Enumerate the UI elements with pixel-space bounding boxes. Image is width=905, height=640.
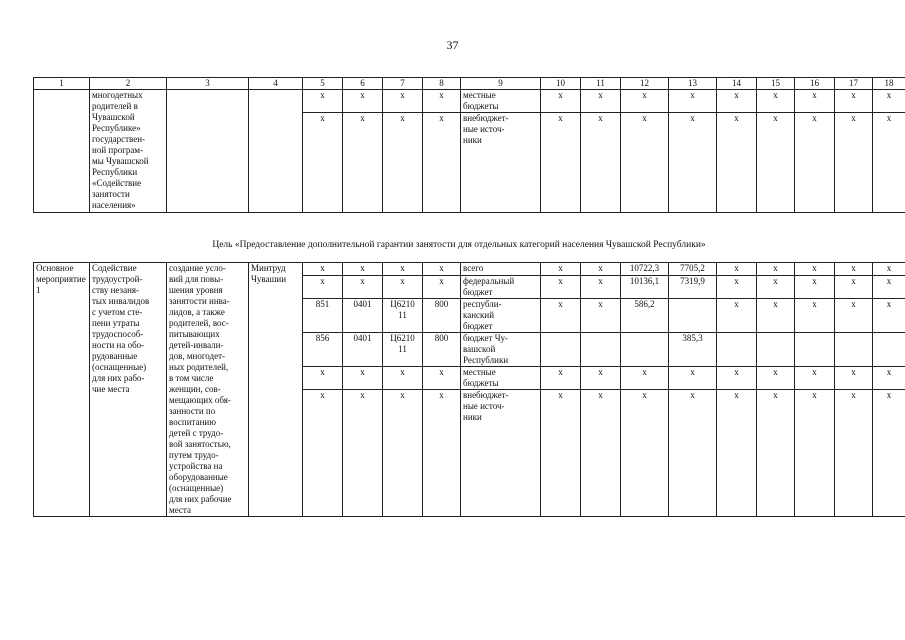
cell-col4 <box>249 90 303 213</box>
cell-value: х <box>717 276 757 299</box>
cell-value: х <box>835 367 873 390</box>
header-cell-5: 5 <box>303 78 343 90</box>
cell-value: х <box>303 390 343 517</box>
header-cell-18: 18 <box>873 78 905 90</box>
cell-value: 7705,2 <box>669 263 717 276</box>
cell-value: х <box>541 113 581 213</box>
cell-value: х <box>835 263 873 276</box>
cell-value: х <box>717 367 757 390</box>
cell-value <box>835 333 873 367</box>
cell-value: х <box>581 90 621 113</box>
cell-value: х <box>581 276 621 299</box>
cell-value: х <box>795 263 835 276</box>
cell-value: х <box>303 276 343 299</box>
cell-value: х <box>795 367 835 390</box>
cell-value: х <box>717 90 757 113</box>
cell-value: х <box>795 90 835 113</box>
cell-value: х <box>757 367 795 390</box>
cell-value <box>581 333 621 367</box>
cell-value: х <box>383 90 423 113</box>
header-cell-7: 7 <box>383 78 423 90</box>
cell-source: республи- канский бюджет <box>461 299 541 333</box>
cell-value: х <box>621 390 669 517</box>
cell-value <box>541 333 581 367</box>
cell-event-name: Содействие трудоустрой- ству незаня- тых инвалидов с учетом сте- пени утраты трудоспособ- ности на обо- рудованные (оснащенные) для них рабо- чие места <box>90 263 167 517</box>
cell-value: 7319,9 <box>669 276 717 299</box>
cell-value: х <box>343 367 383 390</box>
cell-value: х <box>383 263 423 276</box>
cell-value: х <box>669 90 717 113</box>
cell-value: х <box>541 390 581 517</box>
cell-value: х <box>541 276 581 299</box>
cell-value: х <box>303 367 343 390</box>
cell-source: местные бюджеты <box>461 367 541 390</box>
header-cell-6: 6 <box>343 78 383 90</box>
cell-value: х <box>343 390 383 517</box>
cell-value <box>757 333 795 367</box>
cell-col3 <box>167 90 249 213</box>
header-cell-14: 14 <box>717 78 757 90</box>
cell-value: х <box>835 90 873 113</box>
cell-value: 586,2 <box>621 299 669 333</box>
header-cell-17: 17 <box>835 78 873 90</box>
cell-program-name: многодетных родителей в Чувашской Республике» государствен- ной програм- мы Чувашской Республики «Содействие занятости населения» <box>90 90 167 213</box>
cell-value: х <box>303 113 343 213</box>
cell-value: х <box>717 390 757 517</box>
cell-value: х <box>873 113 905 213</box>
cell-value: х <box>621 90 669 113</box>
cell-value: х <box>303 263 343 276</box>
cell-value: х <box>541 263 581 276</box>
cell-value: х <box>383 390 423 517</box>
header-cell-4: 4 <box>249 78 303 90</box>
cell-value <box>795 333 835 367</box>
page-number: 37 <box>446 38 459 52</box>
cell-value: х <box>541 299 581 333</box>
cell-value: х <box>423 276 461 299</box>
cell-source: местные бюджеты <box>461 90 541 113</box>
header-cell-15: 15 <box>757 78 795 90</box>
header-cell-8: 8 <box>423 78 461 90</box>
cell-value: 800 <box>423 333 461 367</box>
cell-value: х <box>343 90 383 113</box>
cell-value: 0401 <box>343 333 383 367</box>
cell-value: х <box>423 390 461 517</box>
cell-source: внебюджет- ные источ- ники <box>461 113 541 213</box>
cell-event-description: создание усло- вий для повы- шения уровня занятости инва- лидов, а также родителей, вос- питывающих детей-инвали- дов, многодет- ных родителей, в том числе женщин, сов- мещающих обя- занности по воспитанию детей с трудо- вой занятостью, путем трудо- устройства на оборудованные (оснащенные) для них рабочие места <box>167 263 249 517</box>
cell-source: федеральный бюджет <box>461 276 541 299</box>
cell-value: х <box>757 276 795 299</box>
cell-value <box>873 333 905 367</box>
cell-value: х <box>835 390 873 517</box>
cell-value: х <box>873 90 905 113</box>
cell-value: х <box>873 299 905 333</box>
cell-value: х <box>835 299 873 333</box>
cell-value: х <box>423 90 461 113</box>
header-cell-11: 11 <box>581 78 621 90</box>
cell-value: х <box>581 390 621 517</box>
cell-value: х <box>717 263 757 276</box>
cell-value: х <box>757 113 795 213</box>
cell-value: 0401 <box>343 299 383 333</box>
table-row <box>34 90 905 113</box>
cell-value: х <box>795 276 835 299</box>
header-cell-13: 13 <box>669 78 717 90</box>
cell-value: 800 <box>423 299 461 333</box>
cell-value: х <box>757 90 795 113</box>
cell-value: х <box>757 263 795 276</box>
cell-value: х <box>621 367 669 390</box>
header-row <box>34 78 905 90</box>
cell-value <box>621 333 669 367</box>
cell-value: х <box>835 276 873 299</box>
cell-value: х <box>717 299 757 333</box>
cell-value: х <box>383 113 423 213</box>
cell-value: х <box>873 263 905 276</box>
cell-source: внебюджет- ные источ- ники <box>461 390 541 517</box>
header-cell-3: 3 <box>167 78 249 90</box>
cell-value: х <box>581 299 621 333</box>
cell-value: х <box>581 113 621 213</box>
cell-responsible: Минтруд Чувашии <box>249 263 303 517</box>
cell-value: х <box>383 276 423 299</box>
cell-value: х <box>343 113 383 213</box>
cell-value: Ц6210 11 <box>383 333 423 367</box>
cell-event-label: Основное мероприятие 1 <box>34 263 90 517</box>
cell-value: х <box>835 113 873 213</box>
budget-table-top <box>33 77 905 213</box>
cell-value: х <box>581 263 621 276</box>
cell-source: бюджет Чу- вашской Республики <box>461 333 541 367</box>
cell-value: Ц6210 11 <box>383 299 423 333</box>
cell-value: 385,3 <box>669 333 717 367</box>
budget-table-main <box>33 262 905 517</box>
cell-value: 10136,1 <box>621 276 669 299</box>
cell-value: х <box>303 90 343 113</box>
cell-value: 856 <box>303 333 343 367</box>
header-cell-16: 16 <box>795 78 835 90</box>
cell-value: х <box>423 367 461 390</box>
cell-value: х <box>873 390 905 517</box>
header-cell-1: 1 <box>34 78 90 90</box>
goal-heading: Цель «Предоставление дополнительной гарантии занятости для отдельных категорий населения Чувашской Республики» <box>212 240 706 250</box>
cell-value: х <box>757 299 795 333</box>
cell-value: х <box>873 276 905 299</box>
cell-value: х <box>757 390 795 517</box>
cell-value: х <box>423 113 461 213</box>
cell-value: 10722,3 <box>621 263 669 276</box>
cell-value <box>717 333 757 367</box>
header-cell-9: 9 <box>461 78 541 90</box>
cell-source: всего <box>461 263 541 276</box>
table-row <box>34 263 905 276</box>
cell-value: х <box>669 367 717 390</box>
cell-value: х <box>423 263 461 276</box>
header-cell-12: 12 <box>621 78 669 90</box>
cell-value: х <box>541 90 581 113</box>
cell-value: х <box>581 367 621 390</box>
cell-value: х <box>717 113 757 213</box>
cell-value: х <box>795 390 835 517</box>
cell-value: х <box>795 299 835 333</box>
cell-value: х <box>669 113 717 213</box>
cell-col1 <box>34 90 90 213</box>
cell-value: х <box>343 276 383 299</box>
cell-value: х <box>669 390 717 517</box>
header-cell-10: 10 <box>541 78 581 90</box>
header-cell-2: 2 <box>90 78 167 90</box>
cell-value: х <box>343 263 383 276</box>
cell-value: х <box>621 113 669 213</box>
cell-value: 851 <box>303 299 343 333</box>
cell-value: х <box>873 367 905 390</box>
cell-value: х <box>541 367 581 390</box>
cell-value <box>669 299 717 333</box>
cell-value: х <box>795 113 835 213</box>
cell-value: х <box>383 367 423 390</box>
